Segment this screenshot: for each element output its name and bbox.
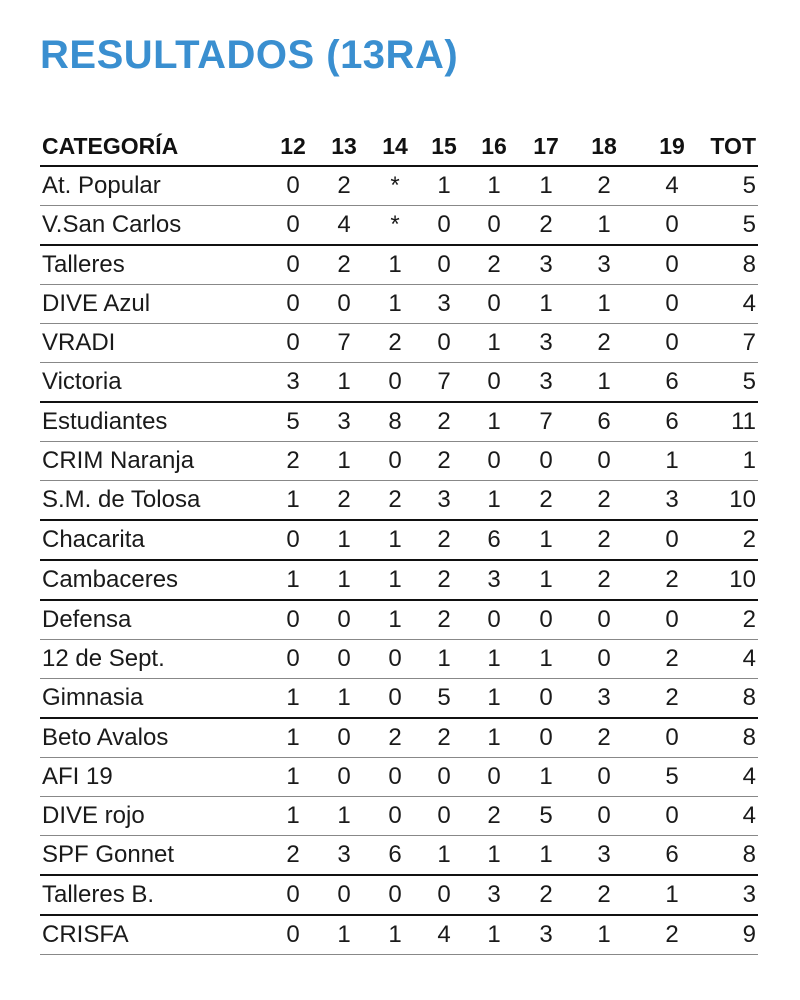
round-score: 7 (520, 402, 572, 442)
round-score: 1 (520, 640, 572, 679)
round-score: 0 (468, 600, 520, 640)
team-name: DIVE rojo (40, 797, 268, 836)
round-score: 2 (268, 836, 318, 876)
round-score: 7 (318, 324, 370, 363)
column-header-total: TOT (708, 127, 758, 166)
total-score: 4 (708, 285, 758, 324)
team-name: Talleres (40, 245, 268, 285)
round-score: 0 (572, 758, 636, 797)
round-score: 3 (520, 915, 572, 955)
column-header-round: 13 (318, 127, 370, 166)
round-score: 3 (572, 245, 636, 285)
round-score: 1 (636, 875, 708, 915)
column-header-round: 15 (420, 127, 468, 166)
round-score: 2 (572, 481, 636, 521)
round-score: * (370, 206, 420, 246)
table-row (40, 481, 758, 521)
column-header-round: 17 (520, 127, 572, 166)
total-score: 5 (708, 166, 758, 206)
round-score: 6 (636, 836, 708, 876)
round-score: 0 (520, 718, 572, 758)
table-row (40, 245, 758, 285)
round-score: 0 (268, 600, 318, 640)
round-score: 2 (370, 718, 420, 758)
total-score: 8 (708, 245, 758, 285)
page-title: RESULTADOS (13RA) (40, 33, 459, 77)
round-score: 0 (268, 324, 318, 363)
round-score: 2 (572, 875, 636, 915)
table-row (40, 206, 758, 246)
round-score: 2 (420, 560, 468, 600)
round-score: 1 (370, 245, 420, 285)
total-score: 3 (708, 875, 758, 915)
round-score: 1 (468, 402, 520, 442)
round-score: 1 (636, 442, 708, 481)
round-score: 3 (520, 324, 572, 363)
round-score: 1 (572, 206, 636, 246)
round-score: 1 (268, 797, 318, 836)
round-score: 3 (468, 875, 520, 915)
round-score: 2 (318, 166, 370, 206)
round-score: 0 (370, 363, 420, 403)
round-score: 0 (468, 206, 520, 246)
round-score: 1 (370, 560, 420, 600)
round-score: 2 (520, 875, 572, 915)
round-score: 3 (572, 679, 636, 719)
column-header-round: 14 (370, 127, 420, 166)
round-score: 2 (572, 560, 636, 600)
table-row (40, 875, 758, 915)
header-row (40, 127, 758, 166)
round-score: 0 (420, 797, 468, 836)
round-score: 0 (370, 758, 420, 797)
round-score: 0 (318, 285, 370, 324)
round-score: 1 (468, 915, 520, 955)
round-score: 0 (370, 442, 420, 481)
team-name: AFI 19 (40, 758, 268, 797)
round-score: 0 (636, 600, 708, 640)
round-score: 1 (370, 520, 420, 560)
round-score: 1 (520, 560, 572, 600)
column-header-round: 12 (268, 127, 318, 166)
round-score: 0 (268, 520, 318, 560)
round-score: 1 (468, 324, 520, 363)
round-score: 2 (636, 560, 708, 600)
round-score: 0 (370, 875, 420, 915)
table-row (40, 915, 758, 955)
round-score: 2 (268, 442, 318, 481)
round-score: 0 (268, 245, 318, 285)
round-score: 3 (420, 285, 468, 324)
round-score: 1 (318, 560, 370, 600)
total-score: 7 (708, 324, 758, 363)
table-row (40, 442, 758, 481)
round-score: 3 (572, 836, 636, 876)
round-score: 0 (572, 442, 636, 481)
round-score: 2 (636, 915, 708, 955)
round-score: 1 (370, 915, 420, 955)
total-score: 8 (708, 718, 758, 758)
round-score: 1 (468, 679, 520, 719)
team-name: Gimnasia (40, 679, 268, 719)
round-score: 1 (318, 797, 370, 836)
round-score: 2 (370, 481, 420, 521)
team-name: Beto Avalos (40, 718, 268, 758)
round-score: 7 (420, 363, 468, 403)
round-score: 3 (420, 481, 468, 521)
round-score: 0 (318, 758, 370, 797)
team-name: SPF Gonnet (40, 836, 268, 876)
total-score: 9 (708, 915, 758, 955)
table-row (40, 560, 758, 600)
round-score: 0 (572, 640, 636, 679)
round-score: 2 (370, 324, 420, 363)
team-name: Chacarita (40, 520, 268, 560)
round-score: 0 (318, 875, 370, 915)
round-score: 2 (520, 481, 572, 521)
round-score: 4 (318, 206, 370, 246)
round-score: 6 (468, 520, 520, 560)
round-score: 1 (268, 718, 318, 758)
round-score: 0 (636, 324, 708, 363)
team-name: VRADI (40, 324, 268, 363)
round-score: 2 (420, 442, 468, 481)
round-score: 0 (572, 797, 636, 836)
round-score: 2 (572, 324, 636, 363)
round-score: 0 (370, 679, 420, 719)
team-name: Victoria (40, 363, 268, 403)
round-score: 1 (268, 481, 318, 521)
total-score: 8 (708, 679, 758, 719)
total-score: 2 (708, 600, 758, 640)
round-score: 0 (268, 915, 318, 955)
round-score: 0 (420, 875, 468, 915)
round-score: 2 (572, 166, 636, 206)
round-score: 2 (420, 718, 468, 758)
round-score: 4 (636, 166, 708, 206)
round-score: 1 (318, 363, 370, 403)
round-score: 0 (572, 600, 636, 640)
round-score: 3 (636, 481, 708, 521)
round-score: 2 (636, 679, 708, 719)
round-score: 0 (468, 758, 520, 797)
round-score: 1 (370, 600, 420, 640)
round-score: 1 (420, 836, 468, 876)
round-score: 3 (318, 402, 370, 442)
round-score: 1 (468, 718, 520, 758)
round-score: 3 (468, 560, 520, 600)
team-name: CRISFA (40, 915, 268, 955)
table-row (40, 718, 758, 758)
round-score: 0 (420, 206, 468, 246)
round-score: 0 (520, 679, 572, 719)
round-score: 1 (572, 915, 636, 955)
total-score: 1 (708, 442, 758, 481)
total-score: 5 (708, 206, 758, 246)
total-score: 4 (708, 758, 758, 797)
round-score: * (370, 166, 420, 206)
round-score: 5 (636, 758, 708, 797)
round-score: 1 (572, 363, 636, 403)
table-row (40, 324, 758, 363)
round-score: 1 (268, 758, 318, 797)
round-score: 5 (268, 402, 318, 442)
round-score: 6 (636, 402, 708, 442)
team-name: S.M. de Tolosa (40, 481, 268, 521)
round-score: 1 (268, 679, 318, 719)
round-score: 2 (468, 797, 520, 836)
round-score: 2 (318, 481, 370, 521)
round-score: 1 (268, 560, 318, 600)
total-score: 11 (708, 402, 758, 442)
round-score: 0 (636, 520, 708, 560)
round-score: 0 (420, 324, 468, 363)
round-score: 0 (268, 640, 318, 679)
round-score: 1 (318, 442, 370, 481)
round-score: 5 (520, 797, 572, 836)
column-header-round: 18 (572, 127, 636, 166)
total-score: 10 (708, 481, 758, 521)
table-row (40, 600, 758, 640)
total-score: 5 (708, 363, 758, 403)
total-score: 8 (708, 836, 758, 876)
team-name: Cambaceres (40, 560, 268, 600)
round-score: 2 (420, 520, 468, 560)
team-name: Estudiantes (40, 402, 268, 442)
round-score: 0 (520, 600, 572, 640)
team-name: At. Popular (40, 166, 268, 206)
round-score: 2 (420, 402, 468, 442)
round-score: 3 (268, 363, 318, 403)
round-score: 0 (318, 600, 370, 640)
table-row (40, 402, 758, 442)
round-score: 0 (636, 245, 708, 285)
round-score: 0 (636, 285, 708, 324)
team-name: 12 de Sept. (40, 640, 268, 679)
team-name: CRIM Naranja (40, 442, 268, 481)
table-row (40, 285, 758, 324)
round-score: 2 (520, 206, 572, 246)
team-name: V.San Carlos (40, 206, 268, 246)
round-score: 2 (636, 640, 708, 679)
round-score: 1 (468, 836, 520, 876)
round-score: 1 (318, 679, 370, 719)
results-body (40, 166, 758, 955)
round-score: 2 (318, 245, 370, 285)
round-score: 1 (420, 166, 468, 206)
round-score: 0 (268, 166, 318, 206)
round-score: 1 (520, 285, 572, 324)
table-row (40, 520, 758, 560)
total-score: 4 (708, 797, 758, 836)
round-score: 1 (520, 166, 572, 206)
table-row (40, 836, 758, 876)
column-header-category: CATEGORÍA (40, 127, 268, 166)
total-score: 4 (708, 640, 758, 679)
round-score: 0 (318, 640, 370, 679)
team-name: Defensa (40, 600, 268, 640)
round-score: 0 (268, 285, 318, 324)
round-score: 1 (520, 758, 572, 797)
round-score: 5 (420, 679, 468, 719)
round-score: 1 (520, 520, 572, 560)
round-score: 0 (268, 875, 318, 915)
round-score: 2 (468, 245, 520, 285)
column-header-round: 16 (468, 127, 520, 166)
table-row (40, 679, 758, 719)
round-score: 2 (572, 520, 636, 560)
round-score: 1 (370, 285, 420, 324)
round-score: 1 (468, 166, 520, 206)
round-score: 0 (370, 797, 420, 836)
round-score: 0 (468, 442, 520, 481)
round-score: 6 (636, 363, 708, 403)
round-score: 3 (520, 245, 572, 285)
round-score: 3 (318, 836, 370, 876)
table-row (40, 640, 758, 679)
round-score: 0 (468, 363, 520, 403)
round-score: 2 (420, 600, 468, 640)
table-row (40, 363, 758, 403)
round-score: 0 (370, 640, 420, 679)
round-score: 0 (636, 718, 708, 758)
round-score: 6 (370, 836, 420, 876)
round-score: 1 (420, 640, 468, 679)
round-score: 0 (420, 758, 468, 797)
table-row (40, 166, 758, 206)
round-score: 8 (370, 402, 420, 442)
round-score: 1 (520, 836, 572, 876)
round-score: 2 (572, 718, 636, 758)
team-name: Talleres B. (40, 875, 268, 915)
round-score: 1 (318, 915, 370, 955)
round-score: 0 (520, 442, 572, 481)
total-score: 2 (708, 520, 758, 560)
round-score: 0 (268, 206, 318, 246)
round-score: 3 (520, 363, 572, 403)
table-row (40, 797, 758, 836)
round-score: 1 (468, 640, 520, 679)
team-name: DIVE Azul (40, 285, 268, 324)
column-header-round: 19 (636, 127, 708, 166)
round-score: 0 (318, 718, 370, 758)
table-row (40, 758, 758, 797)
round-score: 6 (572, 402, 636, 442)
round-score: 0 (636, 797, 708, 836)
round-score: 0 (468, 285, 520, 324)
results-table (40, 127, 758, 955)
round-score: 4 (420, 915, 468, 955)
round-score: 0 (420, 245, 468, 285)
round-score: 1 (468, 481, 520, 521)
round-score: 1 (318, 520, 370, 560)
round-score: 1 (572, 285, 636, 324)
round-score: 0 (636, 206, 708, 246)
total-score: 10 (708, 560, 758, 600)
